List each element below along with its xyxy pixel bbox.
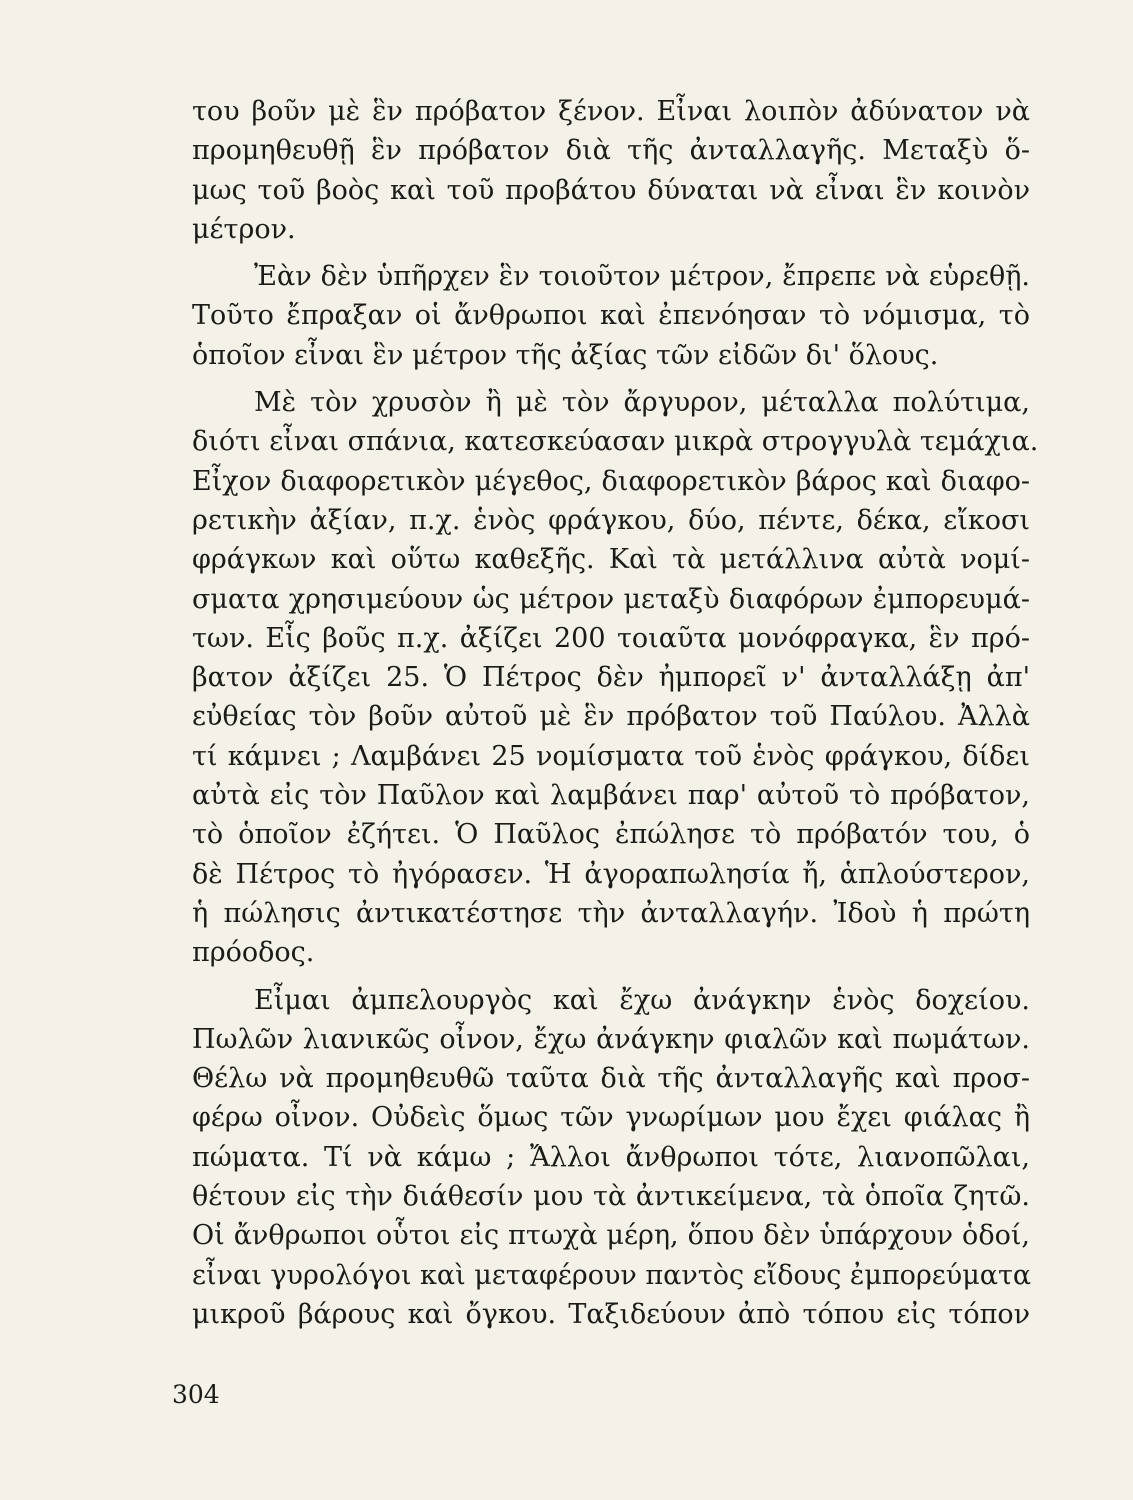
text-line: ρετικὴν ἀξίαν, π.χ. ἑνὸς φράγκου, δύο, πέντε, δέκα, εἴκοσι xyxy=(192,504,1030,536)
text-line: του βοῦν μὲ ἓν πρόβατον ξένον. Εἶναι λοιπὸν ἀδύνατον νὰ xyxy=(192,96,1030,127)
text-line: Οἱ ἄνθρωποι οὗτοι εἰς πτωχὰ μέρη, ὅπου δὲν ὑπάρχουν ὁδοί, xyxy=(192,1220,1030,1252)
paragraph-gap xyxy=(192,249,1030,257)
text-line: Μὲ τὸν χρυσὸν ἢ μὲ τὸν ἄργυρον, μέταλλα πολύτιμα, xyxy=(254,387,1030,419)
text-line: τὸ ὁποῖον ἐζήτει. Ὁ Παῦλος ἐπώλησε τὸ πρόβατόν του, ὁ xyxy=(192,819,1030,851)
text-line: ὁποῖον εἶναι ἓν μέτρον τῆς ἀξίας τῶν εἰδῶν δι' ὅλους. xyxy=(192,339,939,371)
text-line: φέρω οἶνον. Οὐδεὶς ὅμως τῶν γνωρίμων μου ἔχει φιάλας ἢ xyxy=(192,1102,1030,1134)
paragraph-1 xyxy=(192,92,1030,249)
text-line: μικροῦ βάρους καὶ ὄγκου. Ταξιδεύουν ἀπὸ τόπου εἰς τόπον xyxy=(192,1298,1030,1330)
text-line: δὲ Πέτρος τὸ ἠγόρασεν. Ἡ ἀγοραπωλησία ἤ, ἁπλούστερον, xyxy=(192,858,1030,890)
text-line: ἡ πώλησις ἀντικατέστησε τὴν ἀνταλλαγήν. Ἰδοὺ ἡ πρώτη xyxy=(192,897,1030,929)
text-line: διότι εἶναι σπάνια, κατεσκεύασαν μικρὰ στρογγυλὰ τεμάχια. xyxy=(192,426,1039,458)
text-line: πρόοδος. xyxy=(192,937,315,969)
text-line: πώματα. Τί νὰ κάμω ; Ἄλλοι ἄνθρωποι τότε, λιανοπῶλαι, xyxy=(192,1141,1030,1173)
text-line: προμηθευθῇ ἓν πρόβατον διὰ τῆς ἀνταλλαγῆς. Μεταξὺ ὅ- xyxy=(192,135,1030,167)
text-line: των. Εἷς βοῦς π.χ. ἀξίζει 200 τοιαῦτα μονόφραγκα, ἓν πρό- xyxy=(192,622,1030,654)
text-line: μως τοῦ βοὸς καὶ τοῦ προβάτου δύναται νὰ εἶναι ἓν κοινὸν xyxy=(192,174,1030,206)
paragraph-gap xyxy=(192,973,1030,981)
text-line: Τοῦτο ἔπραξαν οἱ ἄνθρωποι καὶ ἐπενόησαν τὸ νόμισμα, τὸ xyxy=(192,300,1030,332)
text-line: Εἶχον διαφορετικὸν μέγεθος, διαφορετικὸν βάρος καὶ διαφο- xyxy=(192,465,1030,497)
page-number: 304 xyxy=(172,1380,220,1409)
text-line: Πωλῶν λιανικῶς οἶνον, ἔχω ἀνάγκην φιαλῶν καὶ πωμάτων. xyxy=(192,1023,1030,1055)
text-line: θέτουν εἰς τὴν διάθεσίν μου τὰ ἀντικείμενα, τὰ ὁποῖα ζητῶ. xyxy=(192,1181,1030,1213)
text-line: σματα χρησιμεύουν ὡς μέτρον μεταξὺ διαφόρων ἐμπορευμά- xyxy=(192,583,1030,615)
text-line: βατον ἀξίζει 25. Ὁ Πέτρος δὲν ἠμπορεῖ ν' ἀνταλλάξῃ ἀπ' xyxy=(192,662,1030,694)
text-line: μέτρον. xyxy=(192,213,296,245)
text-line: Θέλω νὰ προμηθευθῶ ταῦτα διὰ τῆς ἀνταλλαγῆς καὶ προσ- xyxy=(192,1063,1030,1095)
text-line: Εἶμαι ἀμπελουργὸς καὶ ἔχω ἀνάγκην ἑνὸς δοχείου. xyxy=(254,984,1030,1016)
text-line: φράγκων καὶ οὕτω καθεξῆς. Καὶ τὰ μετάλλινα αὐτὰ νομί- xyxy=(192,544,1030,576)
text-line: Ἐὰν δὲν ὑπῆρχεν ἓν τοιοῦτον μέτρον, ἔπρεπε νὰ εὑρεθῇ. xyxy=(254,261,1030,293)
paragraph-gap xyxy=(192,375,1030,383)
text-line: εἶναι γυρολόγοι καὶ μεταφέρουν παντὸς εἴδους ἐμπορεύματα xyxy=(192,1259,1032,1291)
text-line: εὐθείας τὸν βοῦν αὐτοῦ μὲ ἓν πρόβατον τοῦ Παύλου. Ἀλλὰ xyxy=(192,701,1030,733)
text-line: τί κάμνει ; Λαμβάνει 25 νομίσματα τοῦ ἑνὸς φράγκου, δίδει xyxy=(192,740,1030,772)
text-line: αὐτὰ εἰς τὸν Παῦλον καὶ λαμβάνει παρ' αὐτοῦ τὸ πρόβατον, xyxy=(192,780,1030,812)
paragraph-2 xyxy=(192,257,1030,375)
paragraph-3 xyxy=(192,383,1039,972)
paragraph-4 xyxy=(192,981,1030,1335)
page-text xyxy=(192,92,1039,1334)
